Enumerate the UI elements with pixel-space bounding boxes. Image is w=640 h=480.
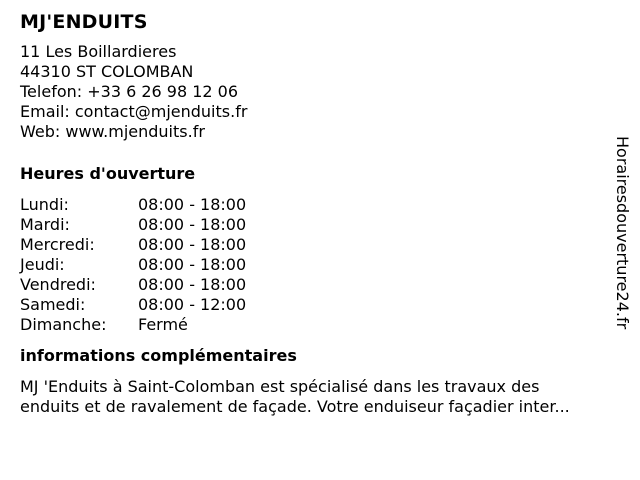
web-line: Web: www.mjenduits.fr	[20, 122, 205, 141]
info-heading: informations complémentaires	[20, 346, 297, 365]
day-label: Samedi:	[20, 295, 86, 314]
time-range: 08:00 - 18:00	[138, 195, 247, 214]
time-range: 08:00 - 18:00	[138, 235, 247, 254]
day-label: Dimanche:	[20, 315, 107, 334]
phone-line: Telefon: +33 6 26 98 12 06	[20, 82, 239, 101]
email-line: Email: contact@mjenduits.fr	[20, 102, 248, 121]
day-label: Jeudi:	[20, 255, 65, 274]
hours-row-monday	[20, 195, 610, 215]
description-line: enduits et de ravalement de façade. Votre enduiseur façadier inter...	[20, 397, 570, 416]
site-watermark: Horairesdouverture24.fr	[613, 136, 632, 330]
business-name: MJ'ENDUITS	[20, 11, 148, 33]
hours-table	[20, 195, 610, 335]
hours-row-friday	[20, 275, 610, 295]
address-block	[20, 42, 610, 142]
time-range: 08:00 - 18:00	[138, 215, 247, 234]
time-range: 08:00 - 18:00	[138, 275, 247, 294]
hours-row-tuesday	[20, 215, 610, 235]
hours-row-sunday	[20, 315, 610, 335]
time-range: Fermé	[138, 315, 188, 334]
time-range: 08:00 - 18:00	[138, 255, 247, 274]
description-line: MJ 'Enduits à Saint-Colomban est spécialisé dans les travaux des	[20, 377, 540, 396]
business-card	[20, 9, 610, 417]
city-line: 44310 ST COLOMBAN	[20, 62, 194, 81]
day-label: Mardi:	[20, 215, 70, 234]
business-description	[20, 377, 610, 417]
hours-row-saturday	[20, 295, 610, 315]
time-range: 08:00 - 12:00	[138, 295, 247, 314]
hours-row-wednesday	[20, 235, 610, 255]
day-label: Mercredi:	[20, 235, 95, 254]
hours-row-thursday	[20, 255, 610, 275]
day-label: Vendredi:	[20, 275, 96, 294]
street-line: 11 Les Boillardieres	[20, 42, 177, 61]
hours-heading: Heures d'ouverture	[20, 164, 196, 183]
day-label: Lundi:	[20, 195, 69, 214]
